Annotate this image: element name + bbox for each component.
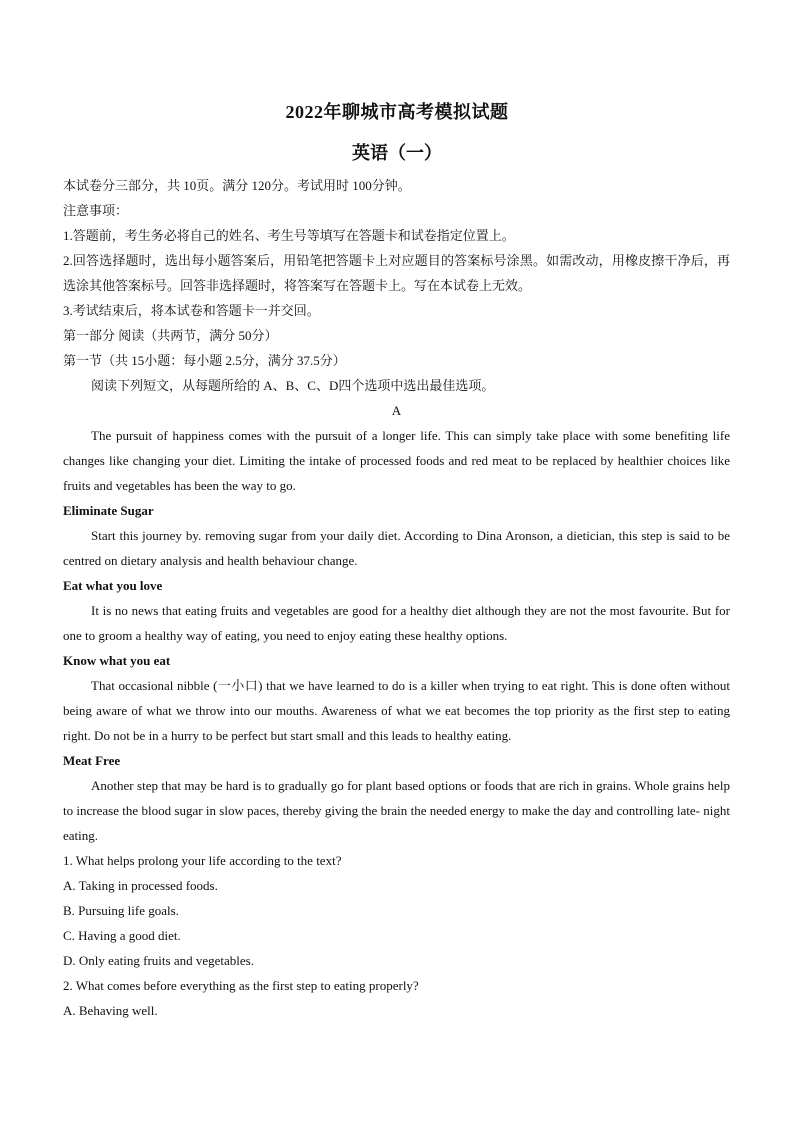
page-title: 2022年聊城市高考模拟试题: [285, 102, 509, 122]
passage-intro: The pursuit of happiness comes with the pursuit of a longer life. This can simply take place with some benefiting life changes like changing your diet. Limiting the intake of processed foods and red meat to be replaced by healthier choices like fruits and vegetables has been the way to go.: [63, 428, 730, 493]
notice-item-3: 3.考试结束后，将本试卷和答题卡一并交回。: [63, 303, 320, 318]
notice-item-2: 2.回答选择题时，选出每小题答案后，用铅笔把答题卡上对应题目的答案标号涂黑。如需改动，用橡皮擦干净后，再选涂其他答案标号。回答非选择题时，将答案写在答题卡上。写在本试卷上无效。: [63, 253, 730, 293]
passage-paragraph-4: Another step that may be hard is to gradually go for plant based options or foods that are rich in grains. Whole grains help to increase the blood sugar in slow paces, thereby giving the brain the needed energy to make the day and controlling late- night eating.: [63, 778, 730, 843]
passage-paragraph-2: It is no news that eating fruits and vegetables are good for a healthy diet although they are not the most favourite. But for one to groom a healthy way of eating, you need to enjoy eating these healthy options.: [63, 603, 730, 643]
question-2-option-a: A. Behaving well.: [63, 1003, 158, 1018]
notice-item-1: 1.答题前，考生务必将自己的姓名、考生号等填写在答题卡和试卷指定位置上。: [63, 228, 515, 243]
passage-heading-1: Eliminate Sugar: [63, 503, 154, 518]
question-1-option-c: C. Having a good diet.: [63, 928, 181, 943]
passage-heading-3: Know what you eat: [63, 653, 171, 668]
passage-heading-4: Meat Free: [63, 753, 121, 768]
question-1-option-b: B. Pursuing life goals.: [63, 903, 179, 918]
passage-label: A: [391, 403, 402, 418]
section-direction: 阅读下列短文，从每题所给的 A、B、C、D四个选项中选出最佳选项。: [91, 378, 495, 393]
part1-title: 第一部分 阅读（共两节，满分 50分）: [63, 328, 278, 343]
question-2: 2. What comes before everything as the first step to eating properly?: [63, 978, 419, 993]
notice-title: 注意事项：: [63, 203, 129, 218]
exam-intro: 本试卷分三部分，共 10页。满分 120分。考试用时 100分钟。: [63, 178, 411, 193]
passage-heading-2: Eat what you love: [63, 578, 163, 593]
passage-paragraph-3: That occasional nibble (一小口) that we have learned to do is a killer when trying to eat right. This is done often without being aware of what we throw into our mouths. Awareness of what we eat becomes the top priority as the first step to eating right. Do not be in a hurry to be perfect but start small and this leads to healthy eating.: [63, 678, 730, 743]
passage-paragraph-1: Start this journey by. removing sugar from your daily diet. According to Dina Aronson, a dietician, this step is said to be centred on dietary analysis and health behaviour change.: [63, 528, 730, 568]
question-1: 1. What helps prolong your life according to the text?: [63, 853, 342, 868]
question-1-option-a: A. Taking in processed foods.: [63, 878, 218, 893]
question-1-option-d: D. Only eating fruits and vegetables.: [63, 953, 254, 968]
exam-body: [63, 173, 730, 1023]
page-subtitle: 英语（一）: [352, 143, 442, 163]
section1-title: 第一节（共 15小题：每小题 2.5分，满分 37.5分）: [63, 353, 346, 368]
